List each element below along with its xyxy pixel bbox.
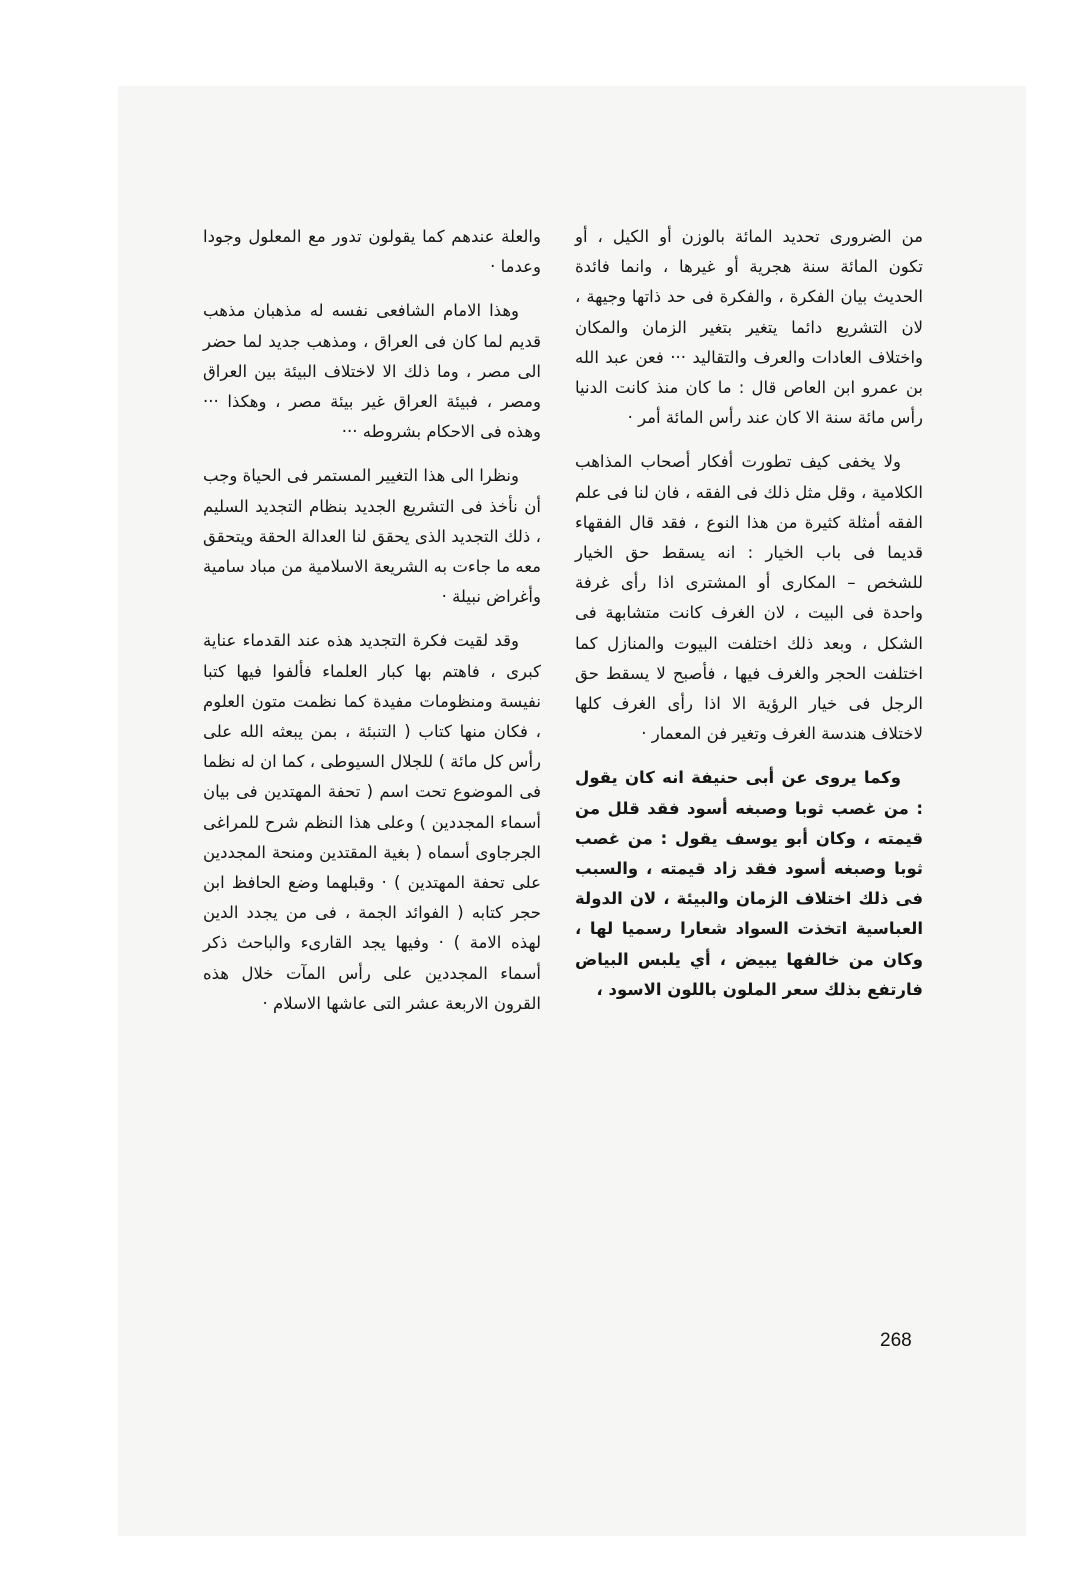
right-paragraph-2: ولا يخفى كيف تطورت أفكار أصحاب المذاهب الكلامية ، وقل مثل ذلك فى الفقه ، فان لنا فى علم الفقه أمثلة كثيرة من هذا النوع ، فقد قال الفقهاء قديما فى باب الخيار : انه يسقط حق الخيار للشخص – المكارى أو المشترى اذا رأى غرفة واحدة فى البيت ، لان الغرف كانت متشابهة فى الشكل ، وبعد ذلك اختلفت البيوت والمنازل كما اختلفت الحجر والغرف فيها ، فأصبح لا يسقط حق الرجل فى خيار الرؤية الا اذا رأى الغرف كلها لاختلاف هندسة الغرف وتغير فن المعمار · bbox=[575, 452, 923, 744]
left-text-column bbox=[203, 222, 541, 1033]
right-text-column bbox=[575, 222, 923, 1019]
left-paragraph-1: والعلة عندهم كما يقولون تدور مع المعلول وجودا وعدما · bbox=[203, 227, 541, 277]
left-paragraph-3: ونظرا الى هذا التغيير المستمر فى الحياة وجب أن نأخذ فى التشريع الجديد بنظام التجديد السليم ، ذلك التجديد الذى يحقق لنا العدالة الحقة ويتحقق معه ما جاءت به الشريعة الاسلامية من مباد سامية وأغراض نبيلة · bbox=[203, 466, 541, 607]
right-paragraph-1: من الضرورى تحديد المائة بالوزن أو الكيل ، أو تكون المائة سنة هجرية أو غيرها ، وانما فائدة الحديث بيان الفكرة ، والفكرة فى حد ذاتها وجيهة ، لان التشريع دائما يتغير بتغير الزمان والمكان واختلاف العادات والعرف والتقاليد ··· فعن عبد الله بن عمرو ابن العاص قال : ما كان منذ كانت الدنيا رأس مائة سنة الا كان عند رأس المائة أمر · bbox=[575, 227, 923, 428]
left-paragraph-2: وهذا الامام الشافعى نفسه له مذهبان مذهب قديم لما كان فى العراق ، ومذهب جديد لما حضر الى مصر ، وما ذلك الا لاختلاف البيئة بين العراق ومصر ، فبيئة العراق غير بيئة مصر ، وهكذا ··· وهذه فى الاحكام بشروطه ··· bbox=[203, 301, 541, 442]
right-paragraph-3: وكما يروى عن أبى حنيفة انه كان يقول : من غصب ثوبا وصبغه أسود فقد قلل من قيمته ، وكان أبو يوسف يقول : من غصب ثوبا وصبغه أسود فقد زاد قيمته ، والسبب فى ذلك اختلاف الزمان والبيئة ، لان الدولة العباسية اتخذت السواد شعارا رسميا لها ، وكان من خالفها يبيض ، أي يلبس البياض فارتفع بذلك سعر الملون باللون الاسود ، bbox=[575, 768, 923, 999]
left-paragraph-4: وقد لقيت فكرة التجديد هذه عند القدماء عناية كبرى ، فاهتم بها كبار العلماء فألفوا فيها كتبا نفيسة ومنظومات مفيدة كما نظمت متون العلوم ، فكان منها كتاب ( التنبئة ، بمن يبعثه الله على رأس كل مائة ) للجلال السيوطى ، كما ان له نظما فى الموضوع تحت اسم ( تحفة المهتدين فى بيان أسماء المجددين ) وعلى هذا النظم شرح للمراغى الجرجاوى أسماه ( بغية المقتدين ومنحة المجددين على تحفة المهتدين ) · وقبلهما وضع الحافظ ابن حجر كتابه ( الفوائد الجمة ، فى من يجدد الدين لهذه الامة ) · وفيها يجد القارىء والباحث ذكر أسماء المجددين على رأس المآت خلال هذه القرون الاربعة عشر التى عاشها الاسلام · bbox=[203, 631, 541, 1013]
page-number: 268 bbox=[880, 1330, 912, 1351]
